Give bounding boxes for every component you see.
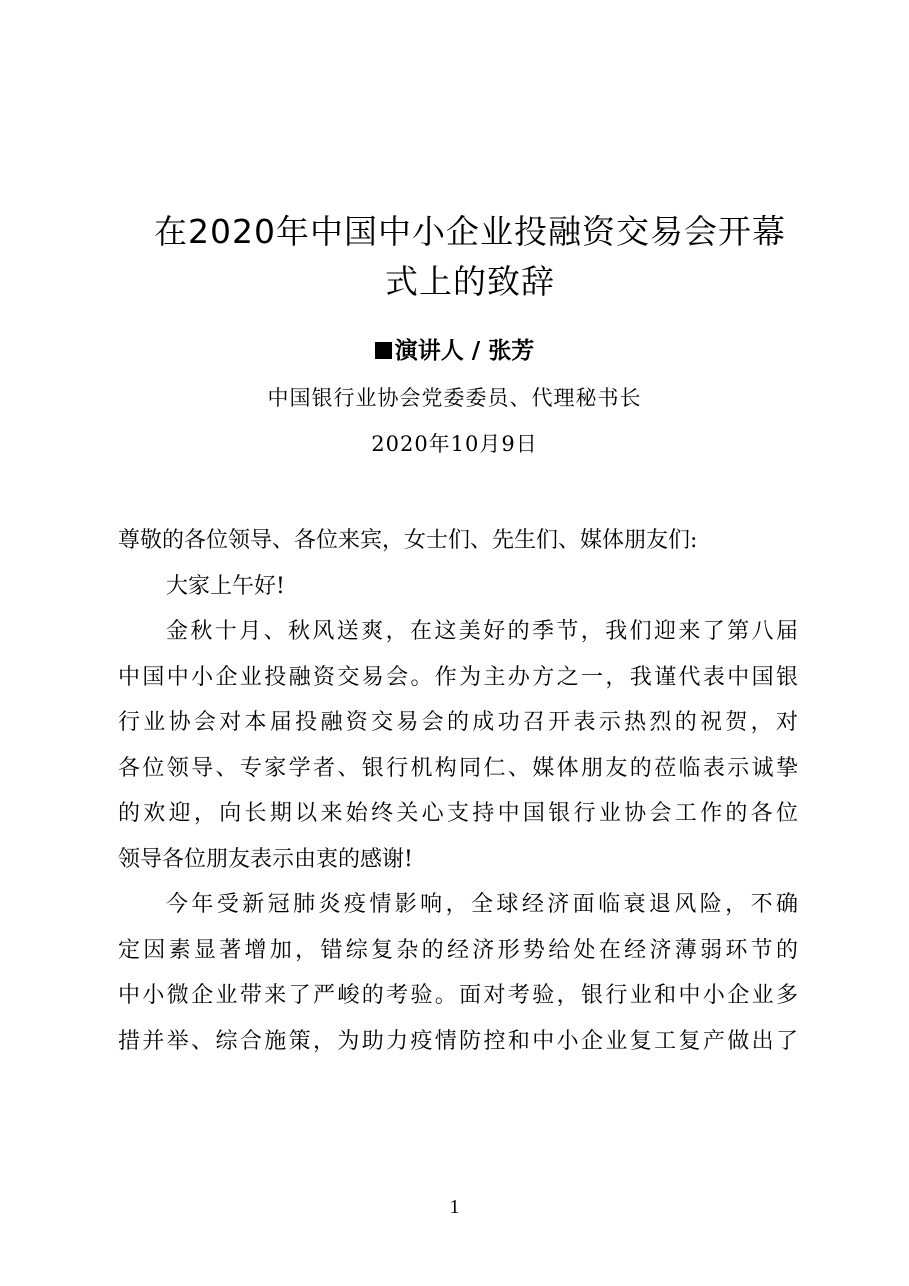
greeting-line: 大家上午好!: [166, 573, 285, 599]
body-line: 的欢迎，向长期以来始终关心支持中国银行业协会工作的各位: [118, 801, 798, 826]
body-line: 中小微企业带来了严峻的考验。面对考验，银行业和中小企业多: [118, 983, 798, 1008]
body-line: 领导各位朋友表示由衷的感谢!: [118, 846, 413, 872]
body-line: 中国中小企业投融资交易会。作为主办方之一，我谨代表中国银: [118, 664, 798, 690]
title-line-2: 式上的致辞: [385, 262, 555, 301]
page-number: 1: [449, 1196, 460, 1218]
speaker-text: 演讲人 / 张芳: [394, 338, 535, 364]
title-line-1: 在2020年中国中小企业投融资交易会开幕: [154, 212, 786, 251]
speech-date: 2020年10月9日: [371, 432, 538, 456]
document-title: [150, 207, 790, 307]
body-line: 定因素显著增加，错综复杂的经济形势给处在经济薄弱环节的: [118, 937, 798, 963]
body-line: 金秋十月、秋风送爽，在这美好的季节，我们迎来了第八届: [166, 619, 798, 644]
black-square-icon: [375, 342, 392, 359]
salutation-line: 尊敬的各位领导、各位来宾，女士们、先生们、媒体朋友们:: [118, 528, 698, 553]
body-line: 各位领导、专家学者、银行机构同仁、媒体朋友的莅临表示诚挚: [118, 755, 798, 781]
speech-body: [118, 518, 798, 1064]
body-line: 措并举、综合施策，为助力疫情防控和中小企业复工复产做出了: [118, 1028, 798, 1054]
speaker-affiliation: 中国银行业协会党委委员、代理秘书长: [267, 386, 642, 410]
body-line: 今年受新冠肺炎疫情影响，全球经济面临衰退风险，不确: [166, 892, 798, 917]
speaker-byline: [0, 335, 909, 367]
body-line: 行业协会对本届投融资交易会的成功召开表示热烈的祝贺，对: [118, 710, 798, 735]
